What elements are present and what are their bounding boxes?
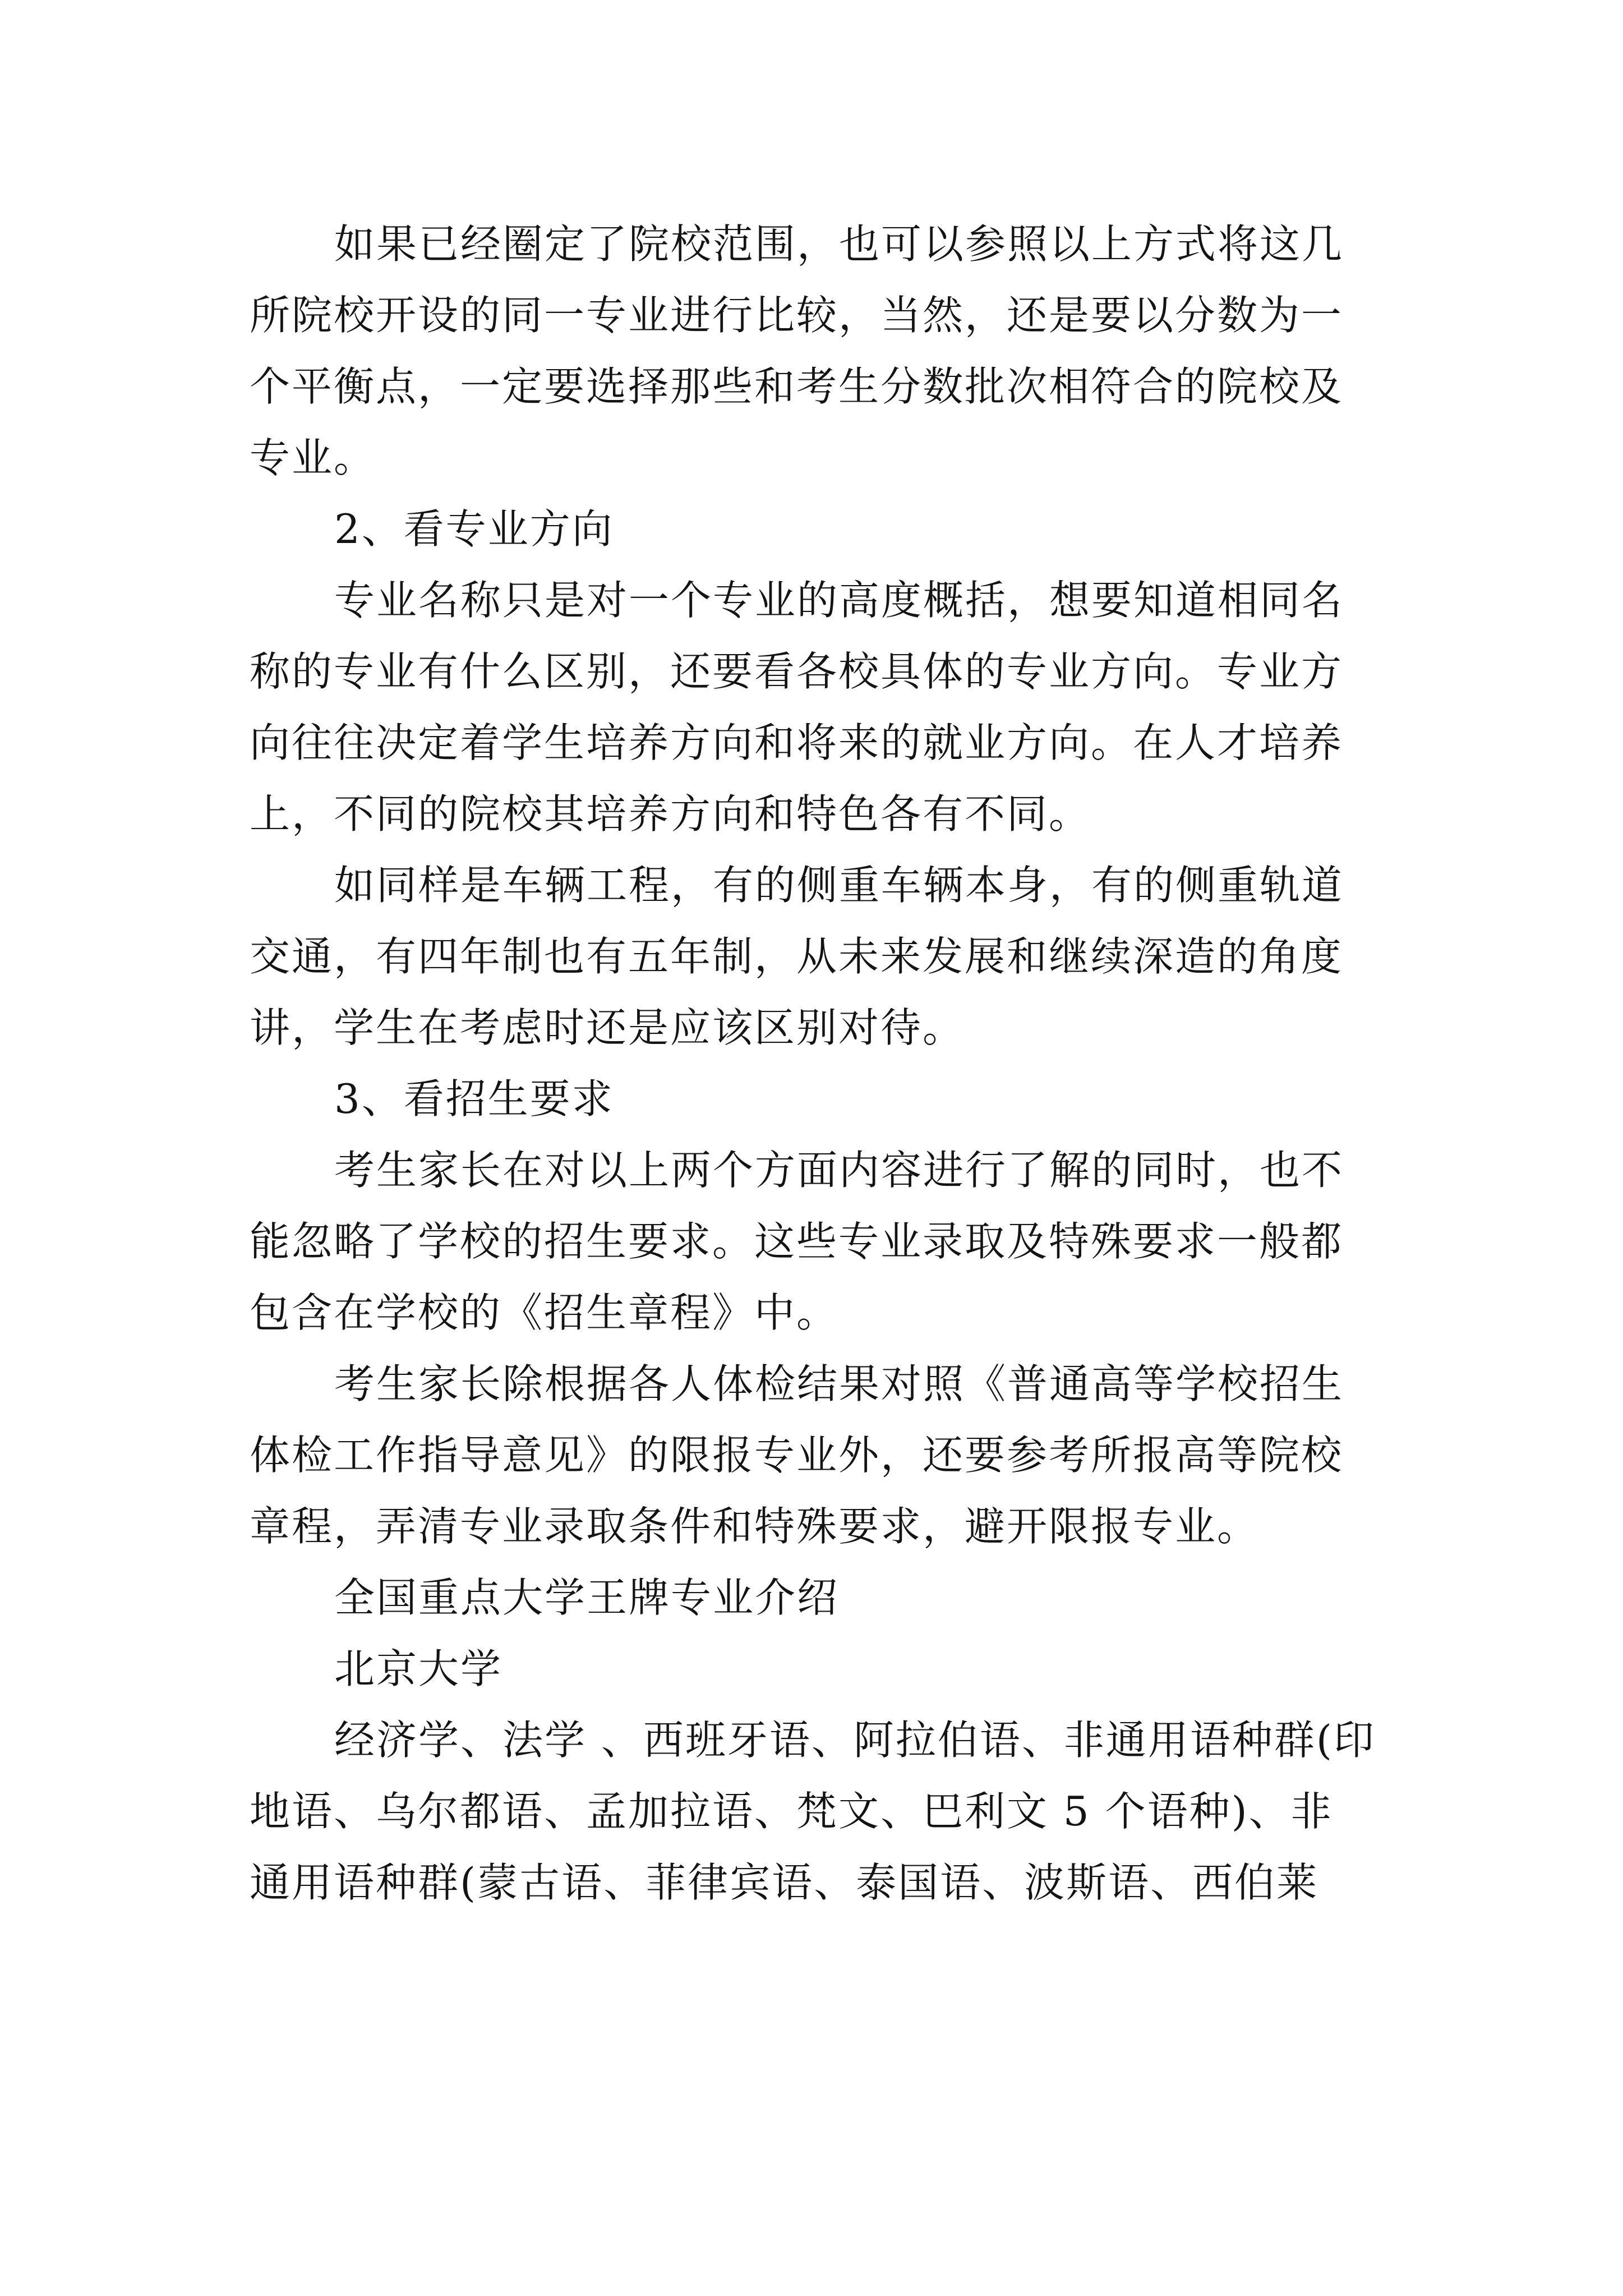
text-line: 所院校开设的同一专业进行比较，当然，还是要以分数为一	[250, 292, 1344, 339]
text-line: 体检工作指导意见》的限报专业外，还要参考所报高等院校	[250, 1432, 1344, 1479]
text-line: 地语、乌尔都语、孟加拉语、梵文、巴利文 5 个语种)、非	[250, 1788, 1333, 1835]
text-line: 专业名称只是对一个专业的高度概括，想要知道相同名	[334, 577, 1344, 624]
text-line: 包含在学校的《招生章程》中。	[250, 1289, 839, 1336]
text-line: 考生家长在对以上两个方面内容进行了解的同时，也不	[334, 1147, 1344, 1194]
text-line: 交通，有四年制也有五年制，从未来发展和继续深造的角度	[250, 933, 1344, 980]
section-heading-major-direction: 2、看专业方向	[334, 505, 614, 553]
text-line: 能忽略了学校的招生要求。这些专业录取及特殊要求一般都	[250, 1218, 1344, 1265]
document-body	[250, 209, 1382, 1918]
text-line: 称的专业有什么区别，还要看各校具体的专业方向。专业方	[250, 648, 1344, 695]
text-line: 专业。	[250, 434, 376, 481]
text-line: 考生家长除根据各人体检结果对照《普通高等学校招生	[334, 1360, 1344, 1407]
text-line: 讲，学生在考虑时还是应该区别对待。	[250, 1004, 965, 1051]
paragraph-major-direction	[250, 565, 1382, 850]
text-line: 章程，弄清专业录取条件和特殊要求，避开限报专业。	[250, 1503, 1260, 1550]
paragraph-school-comparison	[250, 209, 1382, 494]
paragraph-pku-majors	[250, 1705, 1382, 1918]
text-line: 如果已经圈定了院校范围，也可以参照以上方式将这几	[334, 220, 1344, 268]
section-heading-key-universities: 全国重点大学王牌专业介绍	[334, 1574, 840, 1621]
text-line: 经济学、法学 、西班牙语、阿拉伯语、非通用语种群(印	[334, 1717, 1376, 1764]
paragraph-admission-requirements	[250, 1135, 1382, 1349]
text-line: 如同样是车辆工程，有的侧重车辆本身，有的侧重轨道	[334, 862, 1344, 909]
text-line: 个平衡点，一定要选择那些和考生分数批次相符合的院校及	[250, 363, 1344, 410]
text-line: 通用语种群(蒙古语、菲律宾语、泰国语、波斯语、西伯莱	[250, 1859, 1319, 1906]
text-line: 向往往决定着学生培养方向和将来的就业方向。在人才培养	[250, 719, 1344, 766]
paragraph-physical-exam	[250, 1349, 1382, 1562]
paragraph-vehicle-engineering-example	[250, 850, 1382, 1064]
subheading-peking-university: 北京大学	[334, 1645, 503, 1692]
section-heading-admission-requirements: 3、看招生要求	[334, 1075, 614, 1122]
text-line: 上，不同的院校其培养方向和特色各有不同。	[250, 790, 1091, 838]
